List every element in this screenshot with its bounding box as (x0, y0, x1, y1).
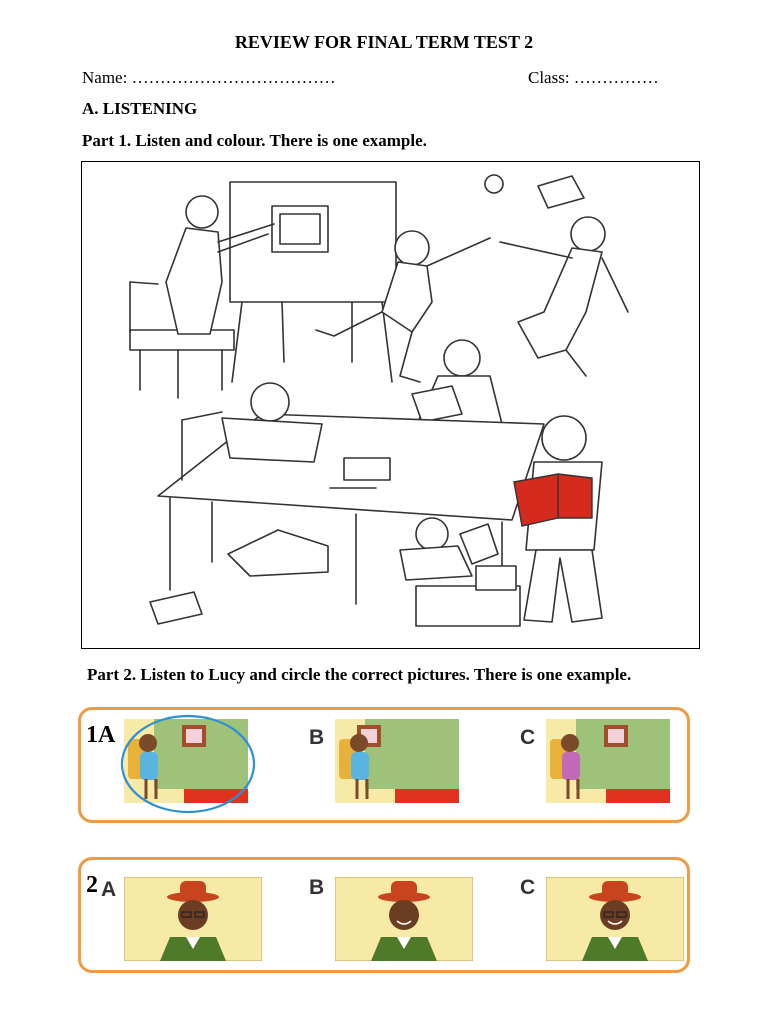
question-1-row (78, 707, 690, 823)
option-letter-b: B (309, 726, 325, 749)
question-2-row (78, 857, 690, 973)
option-2a-picture[interactable] (124, 877, 262, 961)
page-title: REVIEW FOR FINAL TERM TEST 2 (234, 32, 534, 52)
part1-instruction: Part 1. Listen and colour. There is one example. (82, 131, 427, 150)
question-number: 2 (86, 872, 98, 898)
question-number: 1A (86, 722, 116, 748)
option-1b-picture[interactable] (335, 719, 459, 803)
example-answer-circle (117, 712, 259, 816)
option-letter-c: C (520, 726, 536, 749)
option-letter-c: C (520, 876, 536, 899)
section-heading-listening: A. LISTENING (82, 99, 198, 118)
class-field[interactable]: Class: …………… (528, 68, 659, 87)
classroom-line-drawing (82, 162, 699, 648)
option-1c-picture[interactable] (546, 719, 670, 803)
red-book (514, 474, 592, 526)
option-letter-a: A (101, 878, 117, 901)
name-field[interactable]: Name: ……………………………… (82, 68, 336, 87)
part2-instruction: Part 2. Listen to Lucy and circle the correct pictures. There is one example. (87, 665, 632, 684)
option-2c-picture[interactable] (546, 877, 684, 961)
option-letter-b: B (309, 876, 325, 899)
classroom-scene-frame (81, 161, 700, 649)
option-2b-picture[interactable] (335, 877, 473, 961)
